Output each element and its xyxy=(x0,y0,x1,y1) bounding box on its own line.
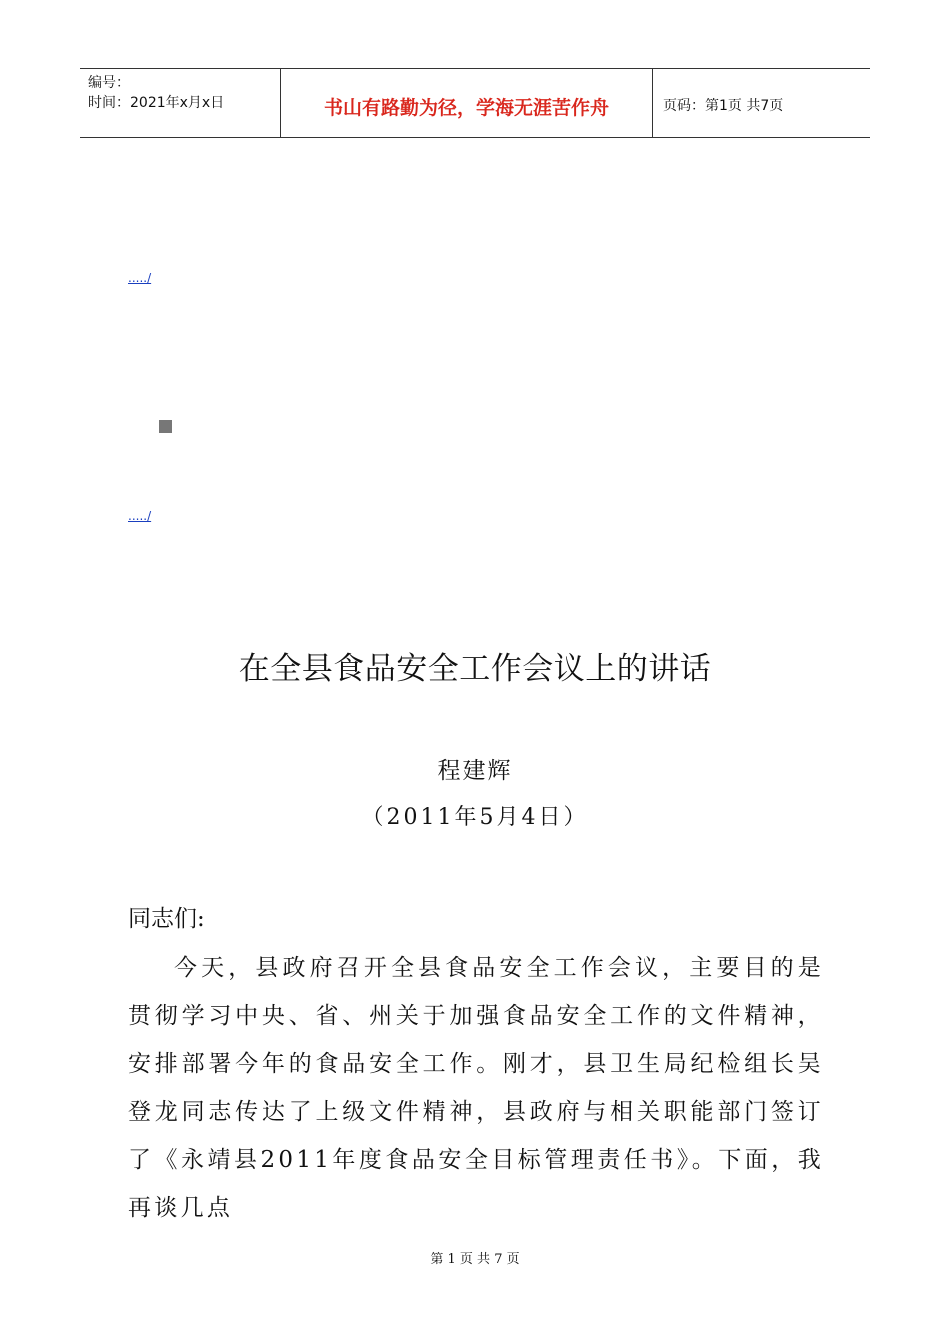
dots-link-bottom[interactable]: ...../ xyxy=(128,509,152,523)
page-info: 页码：第1页 共7页 xyxy=(663,98,784,114)
salutation: 同志们: xyxy=(128,906,205,932)
motto-text: 书山有路勤为径，学海无涯苦作舟 xyxy=(323,96,609,119)
header-motto-cell xyxy=(281,69,653,137)
body-paragraph: 今天，县政府召开全县食品安全工作会议，主要目的是贯彻学习中央、省、州关于加强食品安全工作的文件精神，安排部署今年的食品安全工作。刚才，县卫生局纪检组长吴登龙同志传达了上级文件精神，县政府与相关职能部门签订了《永靖县2011年度食品安全目标管理责任书》。下面，我再谈几点 xyxy=(128,955,824,1221)
dots-link-top[interactable]: ...../ xyxy=(128,271,152,285)
document-title: 在全县食品安全工作会议上的讲话 xyxy=(238,651,712,687)
page-footer: 第 1 页 共 7 页 xyxy=(430,1252,520,1267)
speech-date: （2011年5月4日） xyxy=(361,805,589,830)
header-meta-cell xyxy=(80,69,281,137)
number-label: 编号： xyxy=(88,75,130,91)
square-bullet-icon xyxy=(159,420,172,433)
author-name: 程建辉 xyxy=(437,758,513,784)
header-page-cell xyxy=(653,69,870,137)
time-label: 时间：2021年x月x日 xyxy=(88,95,225,111)
document-header xyxy=(80,68,870,138)
